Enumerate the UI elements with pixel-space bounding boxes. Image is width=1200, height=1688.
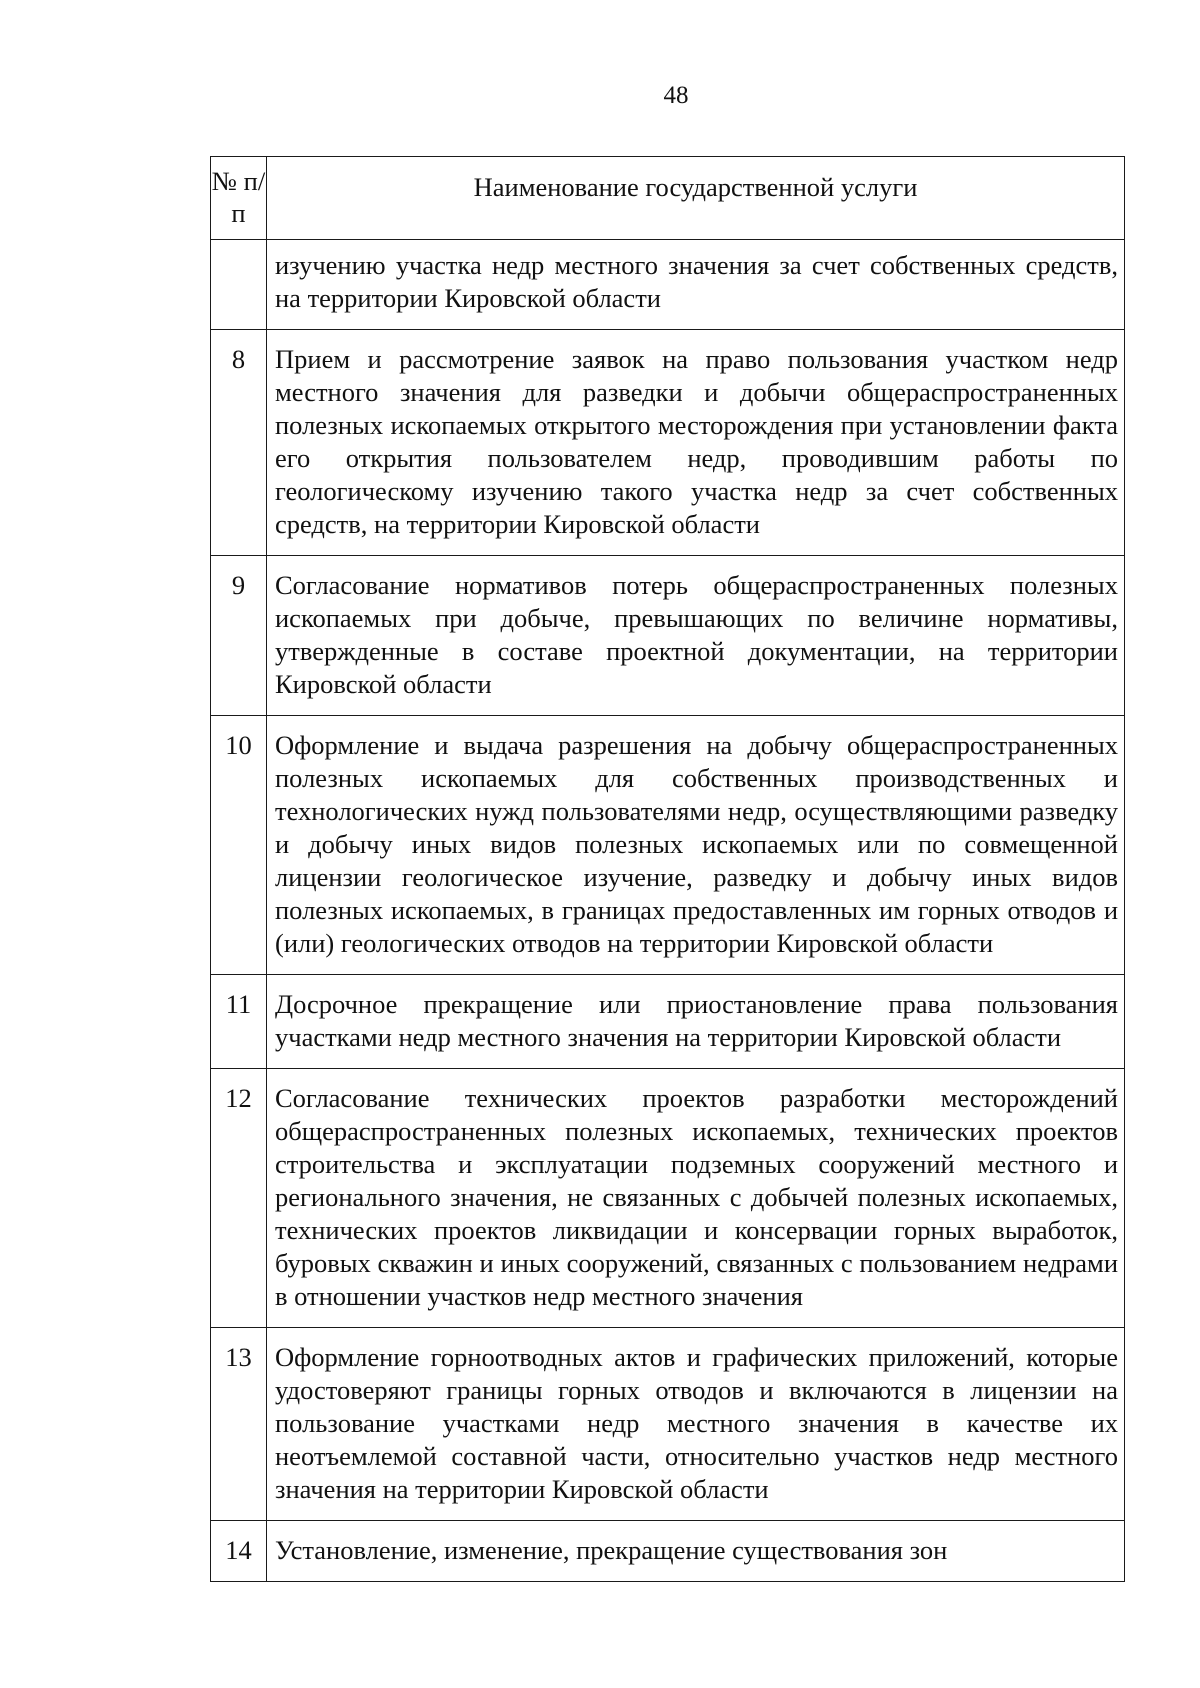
row-service-name: Досрочное прекращение или приостановление права пользования участками недр местного значения на территории Кировской области [267,975,1125,1069]
row-number: 11 [211,975,267,1069]
row-service-name: изучению участка недр местного значения за счет собственных средств, на территории Кировской области [267,240,1125,330]
row-number: 12 [211,1069,267,1328]
page-number: 48 [663,82,689,109]
row-service-name: Оформление и выдача разрешения на добычу общераспространенных полезных ископаемых для собственных производственных и технологических нужд пользователями недр, осуществляющими разведку и добычу иных видов полезных ископаемых или по совмещенной лицензии геологическое изучение, разведку и добычу иных видов полезных ископаемых, в границах предоставленных им горных отводов и (или) геологических отводов на территории Кировской области [267,716,1125,975]
header-name-cell [267,157,1125,240]
row-service-name: Установление, изменение, прекращение существования зон [267,1521,1125,1582]
table-row [211,716,1125,975]
table-row [211,556,1125,716]
row-number: 9 [211,556,267,716]
row-number: 10 [211,716,267,975]
table-row [211,975,1125,1069]
row-service-name: Прием и рассмотрение заявок на право пользования участком недр местного значения для разведки и добычи общераспространенных полезных ископаемых открытого месторождения при установлении факта его открытия пользователем недр, проводившим работы по геологическому изучению такого участка недр за счет собственных средств, на территории Кировской области [267,330,1125,556]
row-service-name: Согласование нормативов потерь общераспространенных полезных ископаемых при добыче, превышающих по величине нормативы, утвержденные в составе проектной документации, на территории Кировской области [267,556,1125,716]
services-table [210,156,1125,1582]
row-number: 13 [211,1328,267,1521]
table-row [211,240,1125,330]
table-header-row [211,157,1125,240]
row-service-name: Согласование технических проектов разработки месторождений общераспространенных полезных ископаемых, технических проектов строительства и эксплуатации подземных сооружений местного и регионального значения, не связанных с добычей полезных ископаемых, технических проектов ликвидации и консервации горных выработок, буровых скважин и иных сооружений, связанных с пользованием недрами в отношении участков недр местного значения [267,1069,1125,1328]
header-name-label: Наименование государственной услуги [473,172,918,202]
table-row [211,330,1125,556]
header-number-cell [211,157,267,240]
table-row [211,1521,1125,1582]
table-row [211,1328,1125,1521]
table-row [211,1069,1125,1328]
row-service-name: Оформление горноотводных актов и графических приложений, которые удостоверяют границы горных отводов и включаются в лицензии на пользование участками недр местного значения в качестве их неотъемлемой составной части, относительно участков недр местного значения на территории Кировской области [267,1328,1125,1521]
row-number: 8 [211,330,267,556]
row-number: 14 [211,1521,267,1582]
header-number-label: № п/п [211,166,266,228]
row-number [211,240,267,330]
